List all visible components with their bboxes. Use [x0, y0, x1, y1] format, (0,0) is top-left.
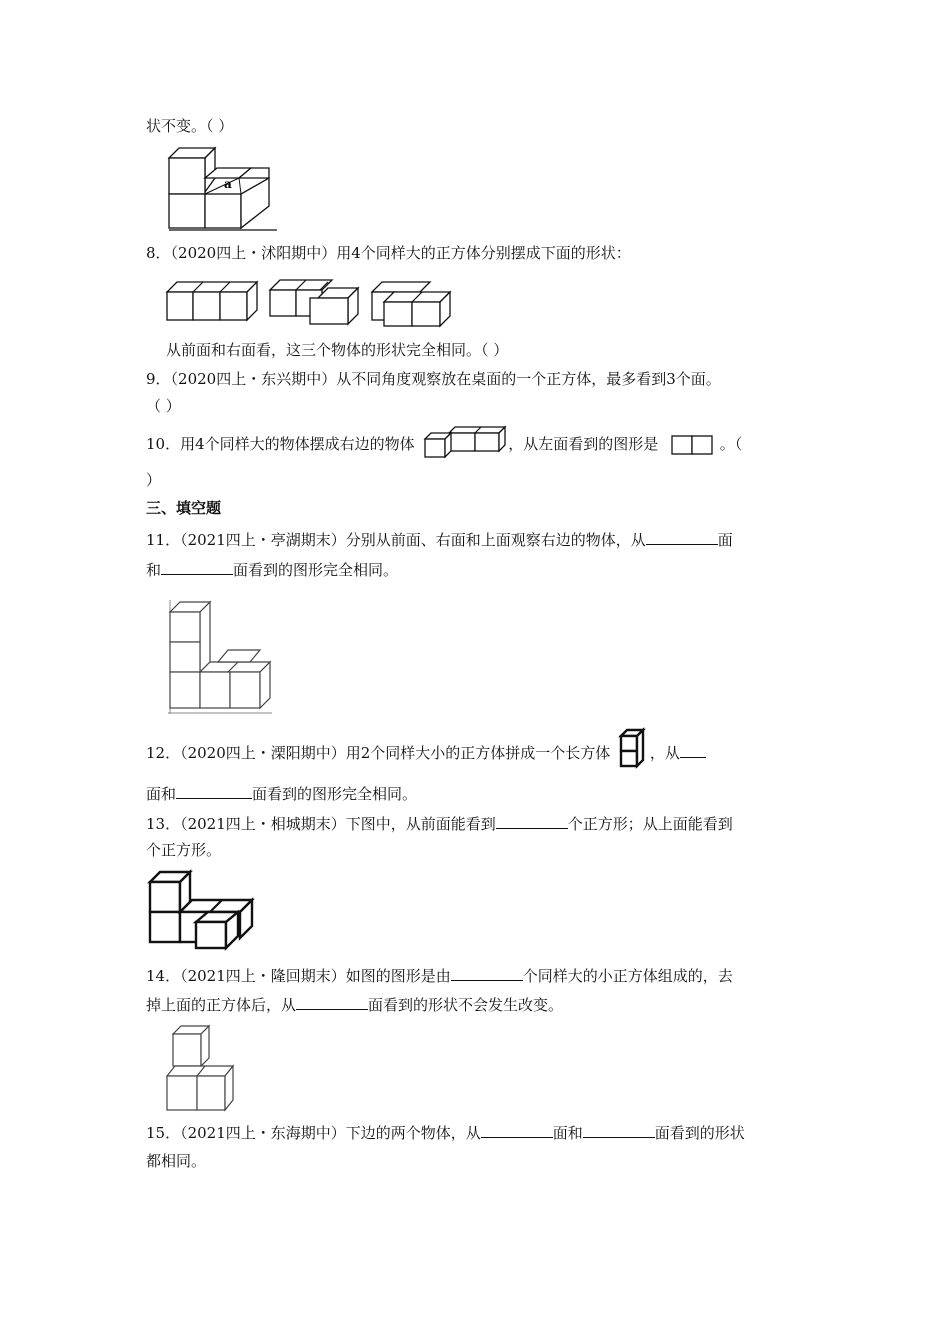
- q13-part1: 13．（2021四上・相城期末）下图中，从前面能看到: [146, 815, 496, 833]
- q15-line2: 都相同。: [146, 1152, 207, 1170]
- q10-part2: ，从左面看到的图形是: [508, 435, 659, 453]
- q9-line: 9．（2020四上・东兴期中）从不同角度观察放在桌面的一个正方体，最多看到3个面。: [146, 370, 721, 388]
- q10-left-view-icon: [671, 435, 715, 457]
- q11-part2: 面: [717, 531, 733, 549]
- q9-paren: （ ）: [146, 397, 181, 415]
- q13-line2: 个正方形。: [146, 841, 222, 859]
- q12-line1: [146, 741, 706, 764]
- q12-line2a: 面和: [146, 785, 177, 803]
- q13-cube-figure: [148, 870, 258, 950]
- q15-part1: 15．（2021四上・东海期中）下边的两个物体，从: [146, 1124, 481, 1142]
- q12-cuboid-icon: [619, 728, 645, 770]
- q7-cube-figure: [165, 146, 280, 232]
- q15-blank-2[interactable]: [583, 1121, 655, 1138]
- q12-line2b: 面看到的图形完全相同。: [252, 785, 418, 803]
- q15-line1: [146, 1121, 745, 1143]
- q12-blank-1[interactable]: [680, 741, 706, 758]
- q12-line2: [146, 782, 417, 804]
- q11-part1: 11．（2021四上・亭湖期末）分别从前面、右面和上面观察右边的物体，从: [146, 531, 646, 549]
- q10-close: ）: [146, 471, 162, 489]
- q12-blank-2[interactable]: [176, 782, 252, 799]
- q10-left-view-figure: [663, 435, 715, 455]
- q10-object-figure: [419, 435, 503, 455]
- q14-line2a: 掉上面的正方体后，从: [146, 996, 297, 1014]
- q14-line1: [146, 964, 733, 986]
- q8-line: 8．（2020四上・沭阳期中）用4个同样大的正方体分别摆成下面的形状：: [146, 244, 631, 262]
- q14-blank-1[interactable]: [451, 964, 523, 981]
- q10-part1: 10．用4个同样大的物体摆成右边的物体: [146, 435, 415, 453]
- q8-shape-3-icon: [370, 280, 455, 330]
- q11-line1: [146, 528, 733, 550]
- q7-cube-label: a: [224, 177, 232, 191]
- q15-part2: 面和: [552, 1124, 583, 1142]
- q12-part1: 12．（2020四上・溧阳期中）用2个同样大小的正方体拼成一个长方体: [146, 744, 611, 762]
- q8-statement: 从前面和右面看，这三个物体的形状完全相同。（ ）: [166, 341, 509, 359]
- q8-shape-2-icon: [268, 278, 363, 328]
- q10-object-icon: [423, 423, 505, 459]
- q15-part3: 面看到的形状: [654, 1124, 745, 1142]
- q12-cuboid-figure: [615, 744, 645, 764]
- q14-cube-figure: [165, 1022, 237, 1114]
- q11-line2b: 面看到的图形完全相同。: [233, 561, 399, 579]
- q11-blank-1[interactable]: [646, 528, 718, 545]
- q14-part1: 14．（2021四上・隆回期末）如图的图形是由: [146, 967, 451, 985]
- q11-blank-2[interactable]: [161, 558, 233, 575]
- q13-part2: 个正方形；从上面能看到: [567, 815, 733, 833]
- q10-line: [146, 434, 742, 455]
- q14-line2: [146, 993, 563, 1015]
- q15-blank-1[interactable]: [481, 1121, 553, 1138]
- q14-line2b: 面看到的形状不会发生改变。: [368, 996, 564, 1014]
- q8-shape-1-icon: [165, 278, 260, 324]
- q7-tail: 状不变。（ ）: [146, 117, 234, 135]
- q14-blank-2[interactable]: [296, 993, 368, 1010]
- q13-line1: [146, 812, 733, 834]
- q14-part2: 个同样大的小正方体组成的，去: [522, 967, 733, 985]
- q13-blank-1[interactable]: [496, 812, 568, 829]
- q11-line2: [146, 558, 398, 580]
- q10-part3: 。（: [719, 435, 743, 453]
- section-title: 三、填空题: [146, 499, 222, 517]
- q11-cube-figure: [164, 600, 274, 716]
- q12-part2: ，从: [649, 744, 680, 762]
- q11-line2a: 和: [146, 561, 162, 579]
